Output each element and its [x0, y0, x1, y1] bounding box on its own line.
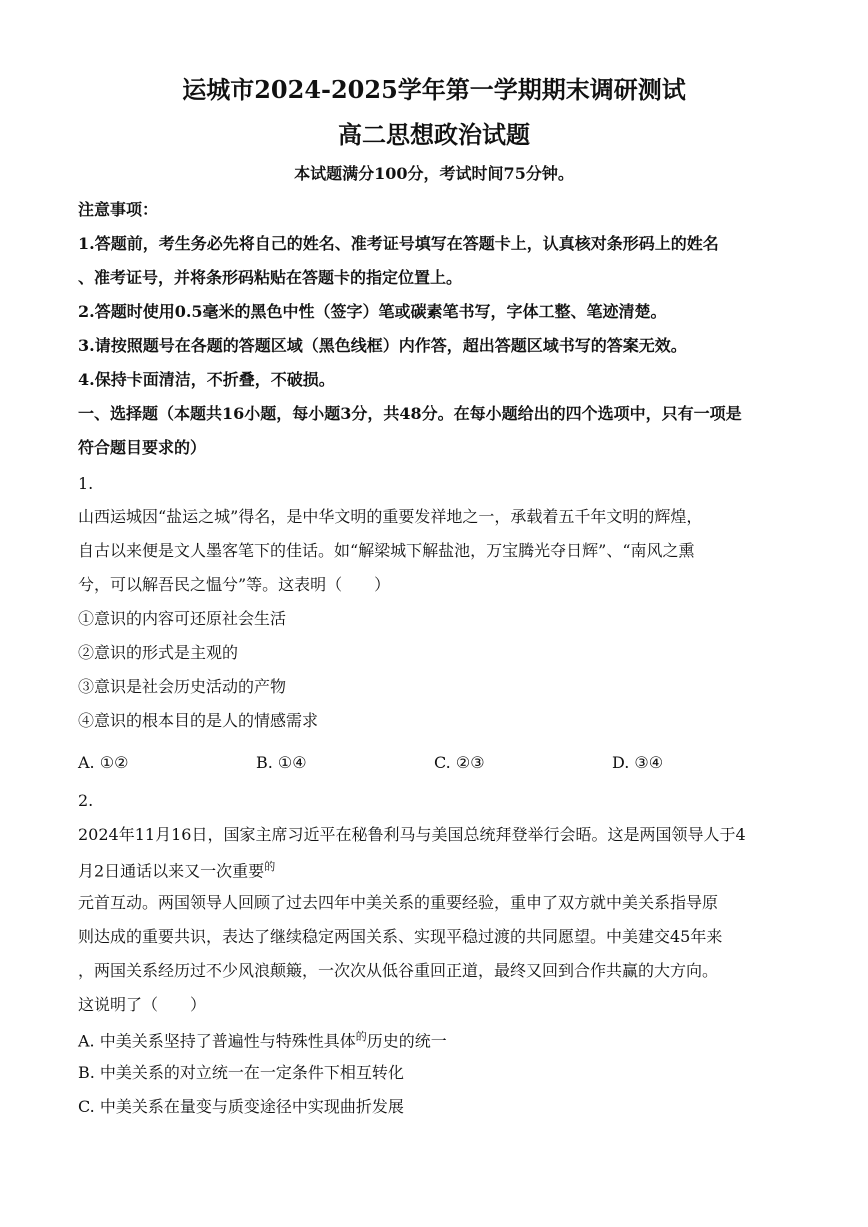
notice-item: 、准考证号，并将条形码粘贴在答题卡的指定位置上。	[78, 268, 463, 287]
option-b[interactable]: B. 中美关系的对立统一在一定条件下相互转化	[78, 1063, 404, 1082]
question-stem: 这说明了（ ）	[78, 995, 207, 1014]
question-stem	[78, 861, 275, 879]
stem-superscript: 的	[264, 860, 276, 873]
exam-info: 本试题满分100分，考试时间75分钟。	[294, 164, 574, 183]
exam-subject-title: 高二思想政治试题	[338, 120, 530, 149]
option-superscript: 的	[355, 1030, 367, 1043]
question-stem: 山西运城因“盐运之城”得名，是中华文明的重要发祥地之一，承载着五千年文明的辉煌，	[78, 507, 703, 526]
exam-title: 运城市2024-2025学年第一学期期末调研测试	[182, 75, 686, 104]
notice-item: 3.请按照题号在各题的答题区域（黑色线框）内作答，超出答题区域书写的答案无效。	[78, 336, 687, 355]
question-statement: ②意识的形式是主观的	[78, 643, 239, 662]
question-stem: ，两国关系经历过不少风浪颠簸，一次次从低谷重回正道，最终又回到合作共赢的大方向。	[78, 961, 719, 980]
notice-item: 2.答题时使用0.5毫米的黑色中性（签字）笔或碳素笔书写，字体工整、笔迹清楚。	[78, 302, 667, 321]
option-b[interactable]: B. ①④	[256, 753, 307, 772]
question-stem: 则达成的重要共识，表达了继续稳定两国关系、实现平稳过渡的共同愿望。中美建交45年来	[78, 927, 723, 946]
option-c[interactable]: C. 中美关系在量变与质变途径中实现曲折发展	[78, 1097, 404, 1116]
question-stem: 2024年11月16日，国家主席习近平在秘鲁利马与美国总统拜登举行会晤。这是两国领导人于4	[78, 825, 746, 844]
option-text: 历史的统一	[366, 1031, 447, 1051]
question-stem: 自古以来便是文人墨客笔下的佳话。如“解梁城下解盐池，万宝腾光夺日辉”、“南风之熏	[78, 541, 695, 560]
notice-item: 4.保持卡面清洁，不折叠，不破损。	[78, 370, 335, 389]
section-heading: 一、选择题（本题共16小题，每小题3分，共48分。在每小题给出的四个选项中，只有一项是	[78, 404, 742, 423]
option-d[interactable]: D. ③④	[612, 753, 664, 772]
option-text: A. 中美关系坚持了普遍性与特殊性具体	[78, 1031, 356, 1051]
notice-heading: 注意事项：	[78, 200, 159, 219]
question-statement: ①意识的内容可还原社会生活	[78, 609, 287, 628]
stem-text: 月2日通话以来又一次重要	[78, 861, 265, 881]
option-a[interactable]	[78, 1031, 447, 1049]
question-statement: ④意识的根本目的是人的情感需求	[78, 711, 319, 730]
notice-item: 1.答题前，考生务必先将自己的姓名、准考证号填写在答题卡上，认真核对条形码上的姓名	[78, 234, 719, 253]
question-stem: 兮，可以解吾民之愠兮”等。这表明（ ）	[78, 575, 391, 594]
option-c[interactable]: C. ②③	[434, 753, 485, 772]
question-statement: ③意识是社会历史活动的产物	[78, 677, 287, 696]
question-stem: 元首互动。两国领导人回顾了过去四年中美关系的重要经验，重申了双方就中美关系指导原	[78, 893, 719, 912]
question-number: 2.	[78, 791, 94, 810]
section-heading-cont: 符合题目要求的）	[78, 438, 207, 457]
question-number: 1.	[78, 474, 94, 493]
option-a[interactable]: A. ①②	[78, 753, 129, 772]
